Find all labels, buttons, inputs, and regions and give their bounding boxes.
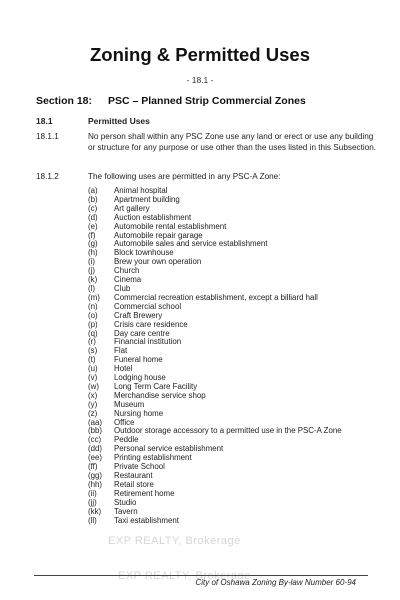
list-item-text: Studio bbox=[114, 497, 137, 507]
list-item-text: Taxi establishment bbox=[114, 515, 179, 525]
list-item-letter: (g) bbox=[88, 239, 98, 249]
list-item-text: Art gallery bbox=[114, 203, 150, 213]
list-item-text: Retirement home bbox=[114, 488, 175, 498]
list-item-text: Long Term Care Facility bbox=[114, 381, 198, 391]
list-item-text: Crisis care residence bbox=[114, 319, 188, 329]
clause-text: The following uses are permitted in any PSC-A Zone: bbox=[88, 172, 281, 181]
list-item-text: Automobile rental establishment bbox=[114, 221, 227, 231]
list-item-text: Church bbox=[114, 266, 140, 276]
subsection-number: 18.1 bbox=[36, 116, 53, 126]
list-item-text: Brew your own operation bbox=[114, 257, 202, 267]
watermark: EXP REALTY, Brokerage bbox=[118, 570, 251, 582]
list-item-letter: (cc) bbox=[88, 435, 102, 445]
list-item-letter: (aa) bbox=[88, 417, 103, 427]
list-item-text: Cinema bbox=[114, 275, 142, 285]
clause-number: 18.1.1 bbox=[36, 132, 59, 141]
list-item-text: Outdoor storage accessory to a permitted use in the PSC-A Zone bbox=[114, 426, 342, 436]
list-item-text: Commercial recreation establishment, except a billiard hall bbox=[114, 292, 318, 302]
list-item-text: Museum bbox=[114, 399, 145, 409]
list-item-letter: (q) bbox=[88, 328, 98, 338]
list-item-letter: (d) bbox=[88, 212, 98, 222]
list-item-text: Hotel bbox=[114, 364, 133, 374]
list-item-letter: (jj) bbox=[88, 497, 97, 507]
list-item-text: Animal hospital bbox=[114, 186, 168, 195]
list-item-letter: (m) bbox=[88, 292, 100, 302]
list-item-text: Retail store bbox=[114, 479, 154, 489]
watermark: EXP REALTY, Brokerage bbox=[108, 535, 241, 547]
section-title: PSC – Planned Strip Commercial Zones bbox=[108, 95, 306, 107]
list-item-letter: (a) bbox=[88, 186, 98, 195]
list-item-text: Craft Brewery bbox=[114, 310, 163, 320]
list-item-text: Lodging house bbox=[114, 373, 166, 383]
list-item-letter: (dd) bbox=[88, 444, 103, 454]
section-heading bbox=[36, 95, 306, 107]
list-item-letter: (i) bbox=[88, 257, 96, 267]
list-item-letter: (w) bbox=[88, 381, 99, 391]
list-item-text: Tavern bbox=[114, 506, 138, 516]
list-item-text: Apartment building bbox=[114, 194, 180, 204]
list-item-text: Private School bbox=[114, 462, 165, 472]
list-item-letter: (j) bbox=[88, 266, 96, 276]
list-item-letter: (ll) bbox=[88, 515, 97, 525]
list-item-letter: (c) bbox=[88, 203, 98, 213]
list-item-letter: (t) bbox=[88, 355, 96, 365]
list-item-text: Personal service establishment bbox=[114, 444, 224, 454]
list-item-text: Funeral home bbox=[114, 355, 163, 365]
list-item-letter: (e) bbox=[88, 221, 98, 231]
list-item-letter: (ff) bbox=[88, 462, 98, 472]
list-item-text: Merchandise service shop bbox=[114, 390, 206, 400]
subsection-heading bbox=[36, 116, 150, 126]
list-item-text: Commercial school bbox=[114, 301, 182, 311]
list-item-letter: (kk) bbox=[88, 506, 102, 516]
list-item-letter: (gg) bbox=[88, 471, 103, 480]
page-footer: City of Oshawa Zoning By-law Number 60-94 bbox=[195, 578, 356, 587]
list-item-text: Office bbox=[114, 417, 135, 427]
list-item-letter: (ee) bbox=[88, 453, 103, 463]
list-item-letter: (x) bbox=[88, 390, 98, 400]
footer-divider bbox=[34, 575, 368, 576]
list-item-letter: (l) bbox=[88, 283, 96, 293]
list-item-text: Nursing home bbox=[114, 408, 164, 418]
list-item-letter: (bb) bbox=[88, 426, 103, 436]
list-item-letter: (s) bbox=[88, 346, 98, 356]
list-item-letter: (o) bbox=[88, 310, 98, 320]
list-item-text: Financial institution bbox=[114, 337, 182, 347]
list-item-text: Club bbox=[114, 283, 131, 293]
page-number: - 18.1 - bbox=[186, 75, 214, 85]
list-item-letter: (n) bbox=[88, 301, 98, 311]
list-item-letter: (ii) bbox=[88, 488, 97, 498]
list-item-letter: (y) bbox=[88, 399, 98, 409]
list-item-letter: (z) bbox=[88, 408, 98, 418]
list-item-text: Printing establishment bbox=[114, 453, 192, 463]
list-item-letter: (v) bbox=[88, 373, 98, 383]
list-item-letter: (r) bbox=[88, 337, 96, 347]
subsection-title: Permitted Uses bbox=[88, 116, 150, 126]
clause-text: No person shall within any PSC Zone use any land or erect or use any building or structure for any purpose or use other than the uses listed in this Subsection. bbox=[88, 132, 377, 152]
list-item-text: Automobile sales and service establishment bbox=[114, 239, 268, 249]
list-item-letter: (b) bbox=[88, 194, 98, 204]
list-item-text: Block townhouse bbox=[114, 248, 174, 258]
list-item-letter: (h) bbox=[88, 248, 98, 258]
list-item-letter: (k) bbox=[88, 275, 98, 285]
list-item-letter: (u) bbox=[88, 364, 98, 374]
list-item-text: Restaurant bbox=[114, 471, 153, 480]
list-item-text: Auction establishment bbox=[114, 212, 192, 222]
list-item-letter: (hh) bbox=[88, 479, 103, 489]
list-item-text: Flat bbox=[114, 346, 128, 356]
list-item-letter: (p) bbox=[88, 319, 98, 329]
section-label: Section 18: bbox=[36, 95, 93, 107]
list-item-text: Peddle bbox=[114, 435, 139, 445]
clause-number: 18.1.2 bbox=[36, 172, 59, 181]
list-item-letter: (f) bbox=[88, 230, 96, 240]
list-item-text: Day care centre bbox=[114, 328, 170, 338]
list-item-text: Automobile repair garage bbox=[114, 230, 203, 240]
page-title: Zoning & Permitted Uses bbox=[90, 44, 310, 65]
